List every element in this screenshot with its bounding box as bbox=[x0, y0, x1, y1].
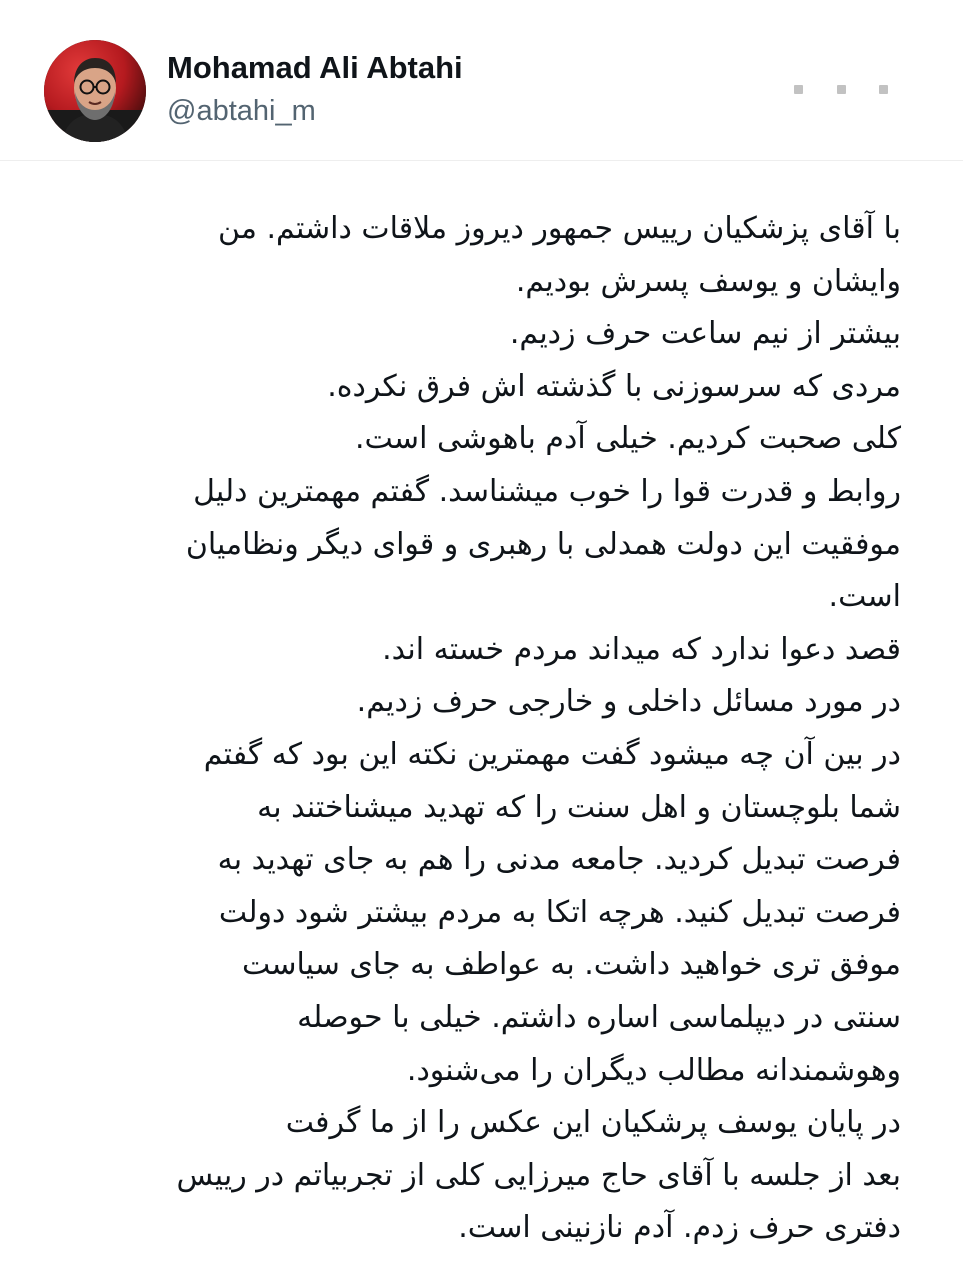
tweet-text-line: در پایان یوسف پرشکیان این عکس را از ما گرفت bbox=[285, 1105, 901, 1141]
more-options-icon-dot bbox=[879, 85, 888, 94]
header-divider bbox=[0, 160, 963, 161]
tweet-text-line: بیشتر از نیم ساعت حرف زدیم. bbox=[509, 316, 901, 352]
tweet-text-line: وهوشمندانه مطالب دیگران را می‌شنود. bbox=[406, 1052, 901, 1088]
more-options-button[interactable] bbox=[784, 74, 888, 104]
tweet-header bbox=[44, 40, 924, 144]
tweet-text-line: کلی صحبت کردیم. خیلی آدم باهوشی است. bbox=[354, 421, 901, 457]
profile-photo-icon bbox=[44, 40, 146, 142]
tweet-text-line: شما بلوچستان و اهل سنت را که تهدید میشناختند به bbox=[257, 789, 901, 825]
avatar[interactable] bbox=[44, 40, 146, 142]
tweet-text bbox=[31, 203, 901, 1255]
tweet-text-line: دفتری حرف زدم. آدم نازنینی است. bbox=[458, 1210, 901, 1246]
tweet-text-line: با آقای پزشکیان رییس جمهور دیروز ملاقات داشتم. من bbox=[218, 211, 901, 246]
tweet-text-line: بعد از جلسه با آقای حاج میرزایی کلی از تجربیاتم در رییس bbox=[176, 1157, 901, 1193]
tweet-text-line: قصد دعوا ندارد که میداند مردم خسته اند. bbox=[382, 631, 901, 667]
tweet-text-line: وایشان و یوسف پسرش بودیم. bbox=[515, 263, 901, 299]
author-handle[interactable]: @abtahi_m bbox=[167, 95, 316, 127]
tweet-text-line: است. bbox=[828, 579, 901, 615]
tweet-text-line: فرصت تبدیل کردید. جامعه مدنی را هم به جای تهدید به bbox=[217, 842, 901, 878]
tweet-text-line: فرصت تبدیل کنید. هرچه اتکا به مردم بیشتر شود دولت bbox=[218, 894, 901, 930]
tweet-text-line: سنتی در دیپلماسی اساره داشتم. خیلی با حوصله bbox=[297, 999, 901, 1035]
tweet-text-line: در بین آن چه میشود گفت مهمترین نکته این بود که گفتم bbox=[203, 736, 901, 772]
more-options-icon bbox=[794, 85, 803, 94]
tweet-text-line: در مورد مسائل داخلی و خارجی حرف زدیم. bbox=[356, 684, 901, 720]
tweet-text-line: مردی که سرسوزنی با گذشته اش فرق نکرده. bbox=[327, 368, 901, 404]
more-options-icon-dot bbox=[837, 85, 846, 94]
author-name[interactable]: Mohamad Ali Abtahi bbox=[167, 50, 463, 85]
tweet-text-line: روابط و قدرت قوا را خوب میشناسد. گفتم مهمترین دلیل bbox=[193, 473, 901, 509]
tweet-text-line: موفق تری خواهید داشت. به عواطف به جای سیاست bbox=[241, 947, 901, 983]
tweet-text-line: موفقیت این دولت همدلی با رهبری و قوای دیگر ونظامیان bbox=[185, 526, 901, 562]
